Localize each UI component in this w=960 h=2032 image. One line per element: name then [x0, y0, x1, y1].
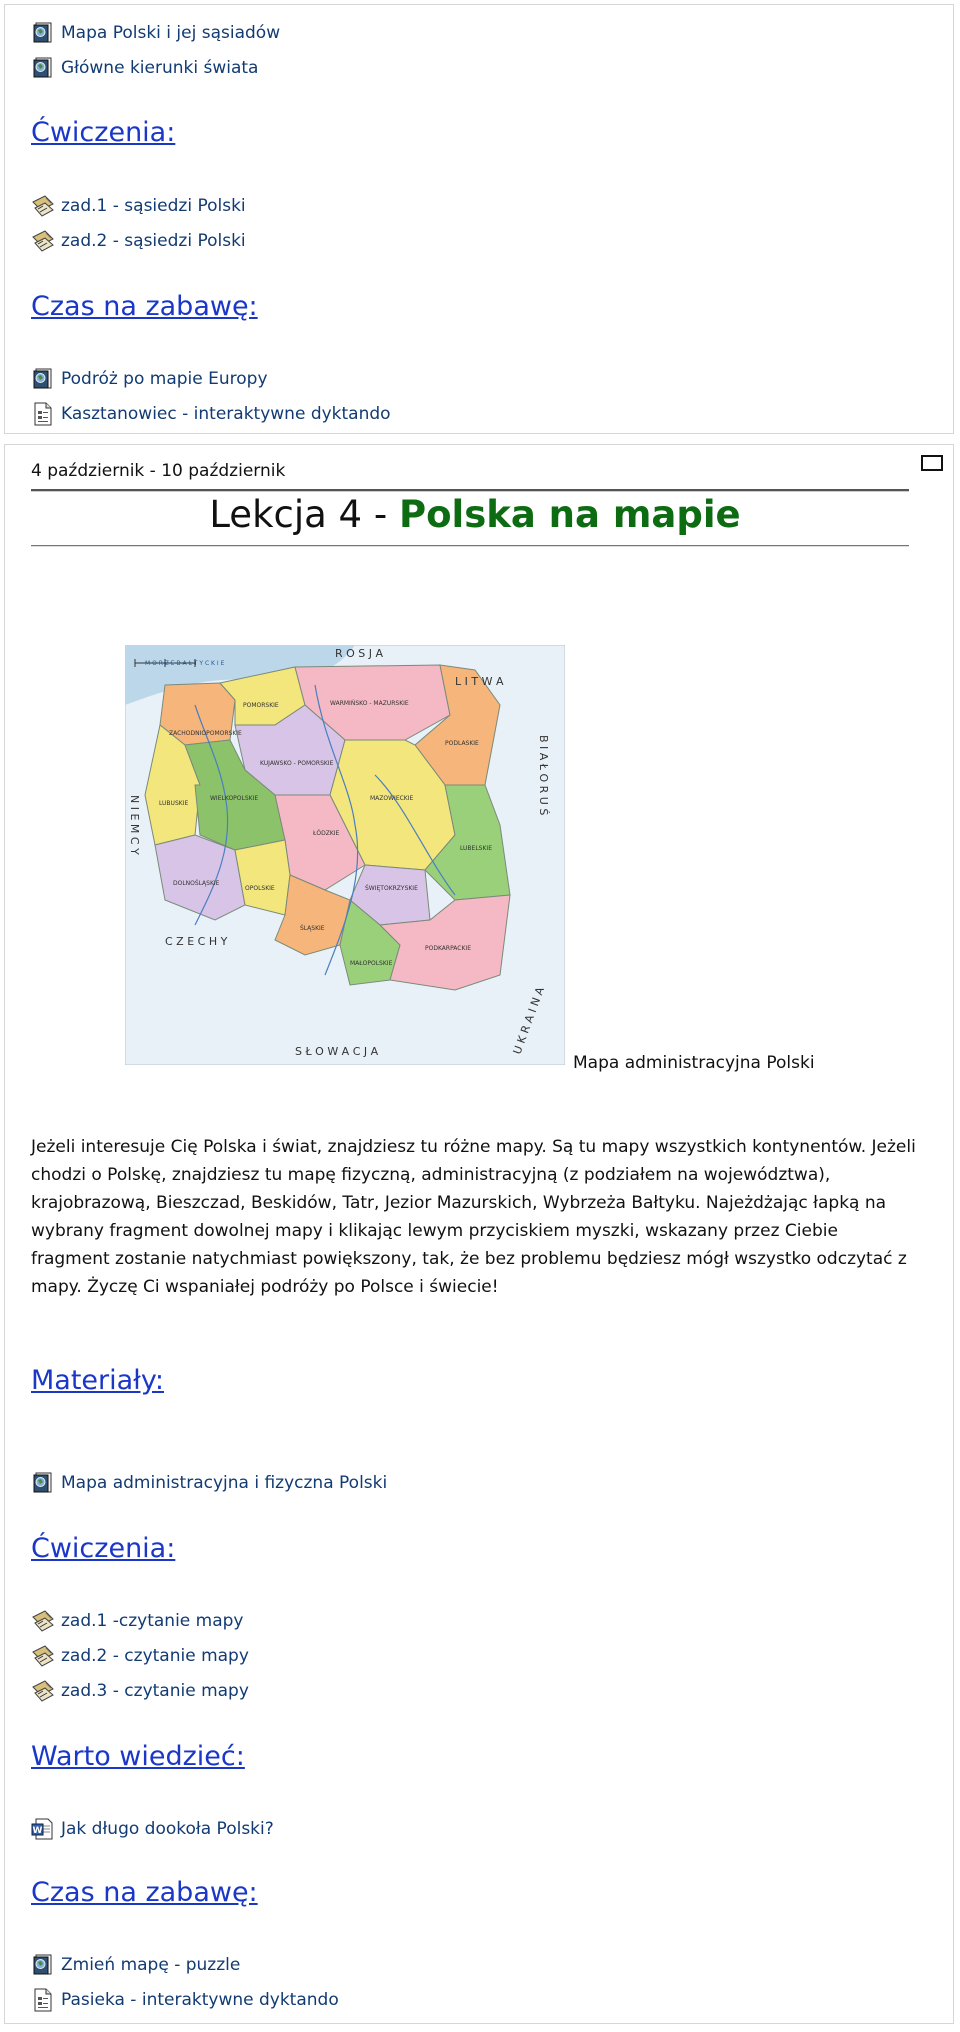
- divider: [31, 489, 909, 492]
- quiz-link[interactable]: [31, 227, 246, 255]
- section-heading-materials: Materiały:: [31, 1365, 164, 1396]
- quiz-link[interactable]: [31, 1677, 249, 1705]
- svg-text:W: W: [32, 1826, 43, 1836]
- quiz-label[interactable]: zad.1 -czytanie mapy: [61, 1611, 244, 1631]
- map-label-germany: N I E M C Y: [128, 795, 141, 855]
- map-caption: Mapa administracyjna Polski: [573, 1053, 815, 1073]
- voivodeship-label: ŚLĄSKIE: [300, 925, 325, 932]
- quiz-link[interactable]: [31, 192, 246, 220]
- resource-label[interactable]: Kasztanowiec - interaktywne dyktando: [61, 404, 391, 424]
- map-label-belarus: B I A Ł O R U Ś: [537, 735, 550, 816]
- resource-link[interactable]: [31, 1951, 240, 1979]
- quiz-label[interactable]: zad.2 - sąsiedzi Polski: [61, 231, 246, 251]
- voivodeship-label: POMORSKIE: [243, 702, 279, 709]
- resource-link[interactable]: [31, 400, 391, 428]
- divider: [31, 545, 909, 547]
- section-heading-fun: Czas na zabawę:: [31, 1877, 258, 1908]
- poland-administrative-map[interactable]: [125, 645, 565, 1065]
- section-heading-fun: Czas na zabawę:: [31, 291, 258, 322]
- topic-section-lesson-4: [4, 444, 954, 2024]
- resource-link[interactable]: [31, 1469, 387, 1497]
- topic-section-previous: [4, 4, 954, 434]
- voivodeship-label: ŁÓDZKIE: [313, 830, 340, 837]
- word-document-icon: [31, 1817, 55, 1841]
- map-page-icon: [31, 56, 55, 80]
- voivodeship-label: LUBELSKIE: [460, 845, 492, 852]
- voivodeship-label: PODLASKIE: [445, 740, 479, 747]
- section-heading-knowledge: Warto wiedzieć:: [31, 1741, 245, 1772]
- resource-link[interactable]: [31, 1815, 274, 1843]
- topic-date-range: 4 październik - 10 październik: [31, 461, 286, 481]
- quiz-label[interactable]: zad.2 - czytanie mapy: [61, 1646, 249, 1666]
- quiz-icon: [31, 229, 55, 253]
- map-page-icon: [31, 1471, 55, 1495]
- section-toggle-checkbox[interactable]: [921, 455, 943, 471]
- voivodeship-label: DOLNOŚLĄSKIE: [173, 880, 220, 887]
- quiz-label[interactable]: zad.1 - sąsiedzi Polski: [61, 196, 246, 216]
- quiz-label[interactable]: zad.3 - czytanie mapy: [61, 1681, 249, 1701]
- map-page-icon: [31, 21, 55, 45]
- voivodeship-label: MAZOWIECKIE: [370, 795, 414, 802]
- lesson-title: [5, 493, 945, 536]
- resource-label[interactable]: Jak długo dookoła Polski?: [61, 1819, 274, 1839]
- quiz-icon: [31, 194, 55, 218]
- voivodeship-label: WIELKOPOLSKIE: [210, 795, 259, 802]
- voivodeship-label: WARMIŃSKO - MAZURSKIE: [330, 700, 409, 707]
- quiz-icon: [31, 1679, 55, 1703]
- map-label-ukraine: U K R A I N A: [510, 985, 547, 1057]
- lesson-title-highlight: Polska na mapie: [398, 493, 741, 536]
- resource-link[interactable]: [31, 54, 258, 82]
- document-icon: [31, 402, 55, 426]
- voivodeship-label: OPOLSKIE: [245, 885, 275, 892]
- lesson-description: Jeżeli interesuje Cię Polska i świat, znajdziesz tu różne mapy. Są tu mapy wszystkich kontynentów. Jeżeli chodzi o Polskę, znajdziesz tu mapę fizyczną, administracyjną (z podziałem na województwa), krajobrazową, Bieszczad, Beskidów, Tatr, Jezior Mazurskich, Wybrzeża Bałtyku. Najeżdżając łapką na wybrany fragment dowolnej mapy i klikając lewym przyciskiem myszki, wskazany przez Ciebie fragment zostanie natychmiast powiększony, tak, że bez problemu będziesz mógł wszystko odczytać z mapy. Życzę Ci wspaniałej podróży po Polsce i świecie!: [31, 1137, 916, 1297]
- section-heading-exercises: Ćwiczenia:: [31, 117, 176, 148]
- resource-link[interactable]: [31, 1986, 339, 2014]
- quiz-link[interactable]: [31, 1607, 244, 1635]
- document-icon: [31, 1988, 55, 2012]
- quiz-icon: [31, 1644, 55, 1668]
- quiz-icon: [31, 1609, 55, 1633]
- resource-link[interactable]: [31, 365, 268, 393]
- voivodeship-label: MAŁOPOLSKIE: [350, 960, 393, 967]
- resource-label[interactable]: Mapa administracyjna i fizyczna Polski: [61, 1473, 388, 1493]
- resource-label[interactable]: Główne kierunki świata: [61, 58, 259, 78]
- resource-label[interactable]: Podróż po mapie Europy: [61, 369, 268, 389]
- resource-link[interactable]: [31, 19, 280, 47]
- voivodeship-label: PODKARPACKIE: [425, 945, 471, 952]
- voivodeship-label: ZACHODNIOPOMORSKIE: [169, 730, 242, 737]
- map-page-icon: [31, 1953, 55, 1977]
- voivodeship-label: KUJAWSKO - POMORSKIE: [260, 760, 334, 767]
- map-label-czech: C Z E C H Y: [165, 935, 228, 948]
- map-page-icon: [31, 367, 55, 391]
- map-label-lithuania: L I T W A: [455, 675, 504, 688]
- voivodeship-label: ŚWIĘTOKRZYSKIE: [365, 885, 418, 892]
- resource-label[interactable]: Pasieka - interaktywne dyktando: [61, 1990, 339, 2010]
- resource-label[interactable]: Zmień mapę - puzzle: [61, 1955, 241, 1975]
- quiz-link[interactable]: [31, 1642, 249, 1670]
- map-label-sea: M O R Z E B A Ł T Y C K I E: [145, 660, 225, 667]
- resource-label[interactable]: Mapa Polski i jej sąsiadów: [61, 23, 281, 43]
- section-heading-exercises: Ćwiczenia:: [31, 1533, 176, 1564]
- lesson-title-prefix: Lekcja 4 -: [209, 493, 399, 536]
- voivodeship-label: LUBUSKIE: [159, 800, 189, 807]
- map-label-russia: R O S J A: [335, 647, 384, 660]
- map-label-slovakia: S Ł O W A C J A: [295, 1045, 379, 1058]
